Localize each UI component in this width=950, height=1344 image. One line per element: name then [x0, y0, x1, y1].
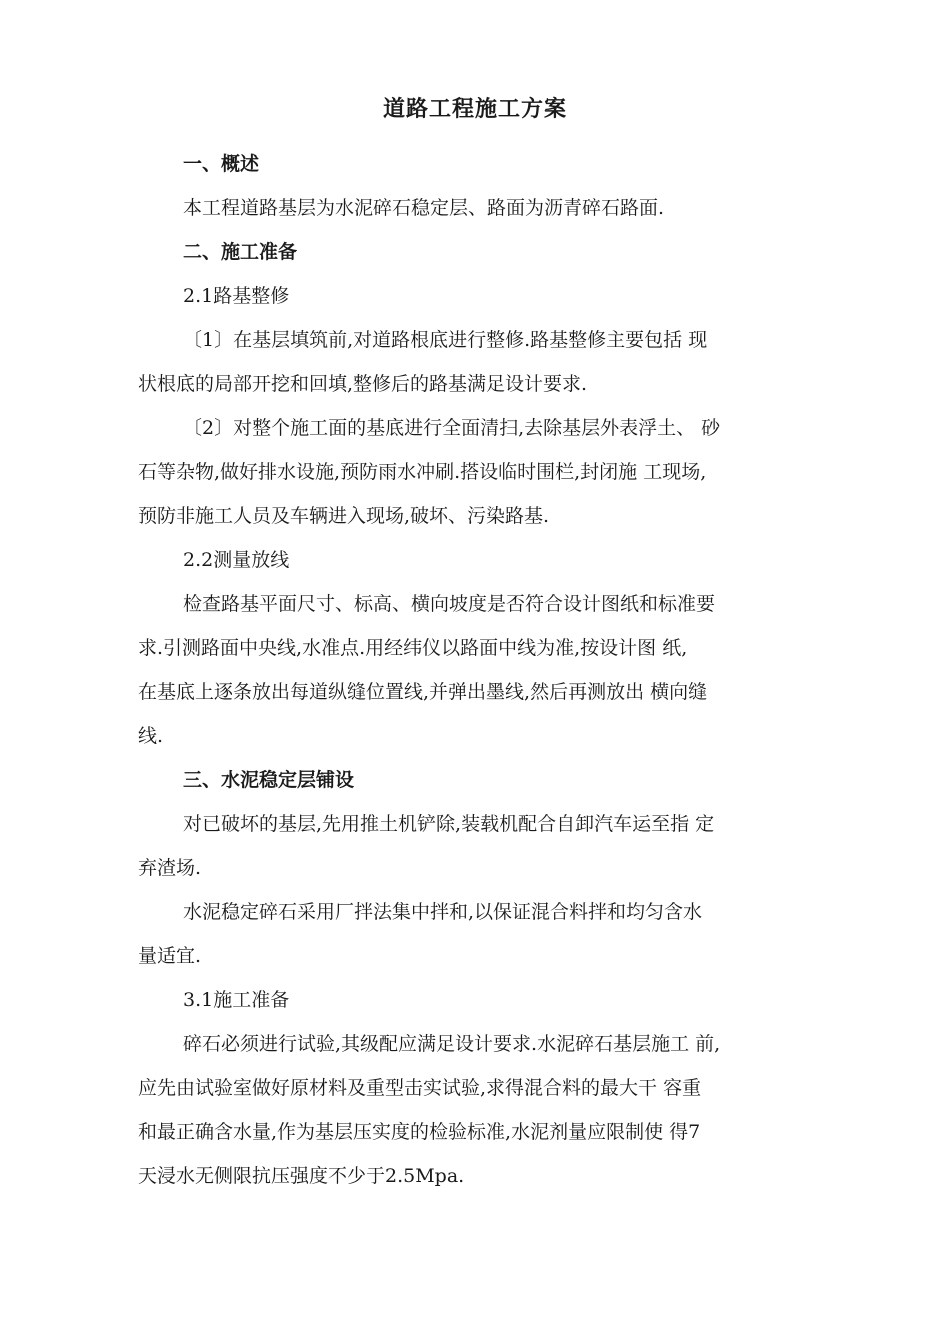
section-heading: 二、施工准备: [183, 241, 298, 263]
paragraph-continuation-line: 预防非施工人员及车辆进入现场,破坏、污染路基.: [138, 505, 550, 527]
paragraph-continuation-line: 在基底上逐条放出每道纵缝位置线,并弹出墨线,然后再测放出 横向缝: [138, 681, 708, 703]
paragraph-continuation-line: 量适宜.: [138, 945, 202, 967]
section-heading: 三、水泥稳定层铺设: [183, 769, 355, 791]
paragraph-continuation-line: 和最正确含水量,作为基层压实度的检验标准,水泥剂量应限制使 得7: [138, 1121, 701, 1143]
paragraph-first-line: 检查路基平面尺寸、标高、横向坡度是否符合设计图纸和标准要: [183, 593, 716, 615]
paragraph-continuation-line: 状根底的局部开挖和回填,整修后的路基满足设计要求.: [138, 373, 588, 395]
paragraph-continuation-line: 求.引测路面中央线,水准点.用经纬仪以路面中线为准,按设计图 纸,: [138, 637, 688, 659]
section-heading: 一、概述: [183, 153, 260, 175]
paragraph-first-line: 2.2测量放线: [183, 549, 290, 571]
paragraph-first-line: 本工程道路基层为水泥碎石稳定层、路面为沥青碎石路面.: [183, 197, 665, 219]
paragraph-first-line: 2.1路基整修: [183, 285, 290, 307]
paragraph-first-line: 碎石必须进行试验,其级配应满足设计要求.水泥碎石基层施工 前,: [183, 1033, 721, 1055]
paragraph-first-line: 对已破坏的基层,先用推土机铲除,装载机配合自卸汽车运至指 定: [183, 813, 715, 835]
paragraph-continuation-line: 弃渣场.: [138, 857, 202, 879]
document-title: 道路工程施工方案: [382, 97, 567, 122]
paragraph-continuation-line: 线.: [138, 725, 164, 747]
paragraph-continuation-line: 应先由试验室做好原材料及重型击实试验,求得混合料的最大干 容重: [138, 1077, 702, 1099]
paragraph-first-line: 〔2〕对整个施工面的基底进行全面清扫,去除基层外表浮土、 砂: [183, 417, 721, 439]
document-body: [138, 142, 828, 1198]
paragraph-first-line: 水泥稳定碎石采用厂拌法集中拌和,以保证混合料拌和均匀含水: [183, 901, 703, 923]
paragraph-continuation-line: 石等杂物,做好排水设施,预防雨水冲刷.搭设临时围栏,封闭施 工现场,: [138, 461, 707, 483]
paragraph-first-line: 〔1〕在基层填筑前,对道路根底进行整修.路基整修主要包括 现: [183, 329, 708, 351]
paragraph-first-line: 3.1施工准备: [183, 989, 290, 1011]
paragraph-continuation-line: 天浸水无侧限抗压强度不少于2.5Mpa.: [138, 1165, 465, 1187]
